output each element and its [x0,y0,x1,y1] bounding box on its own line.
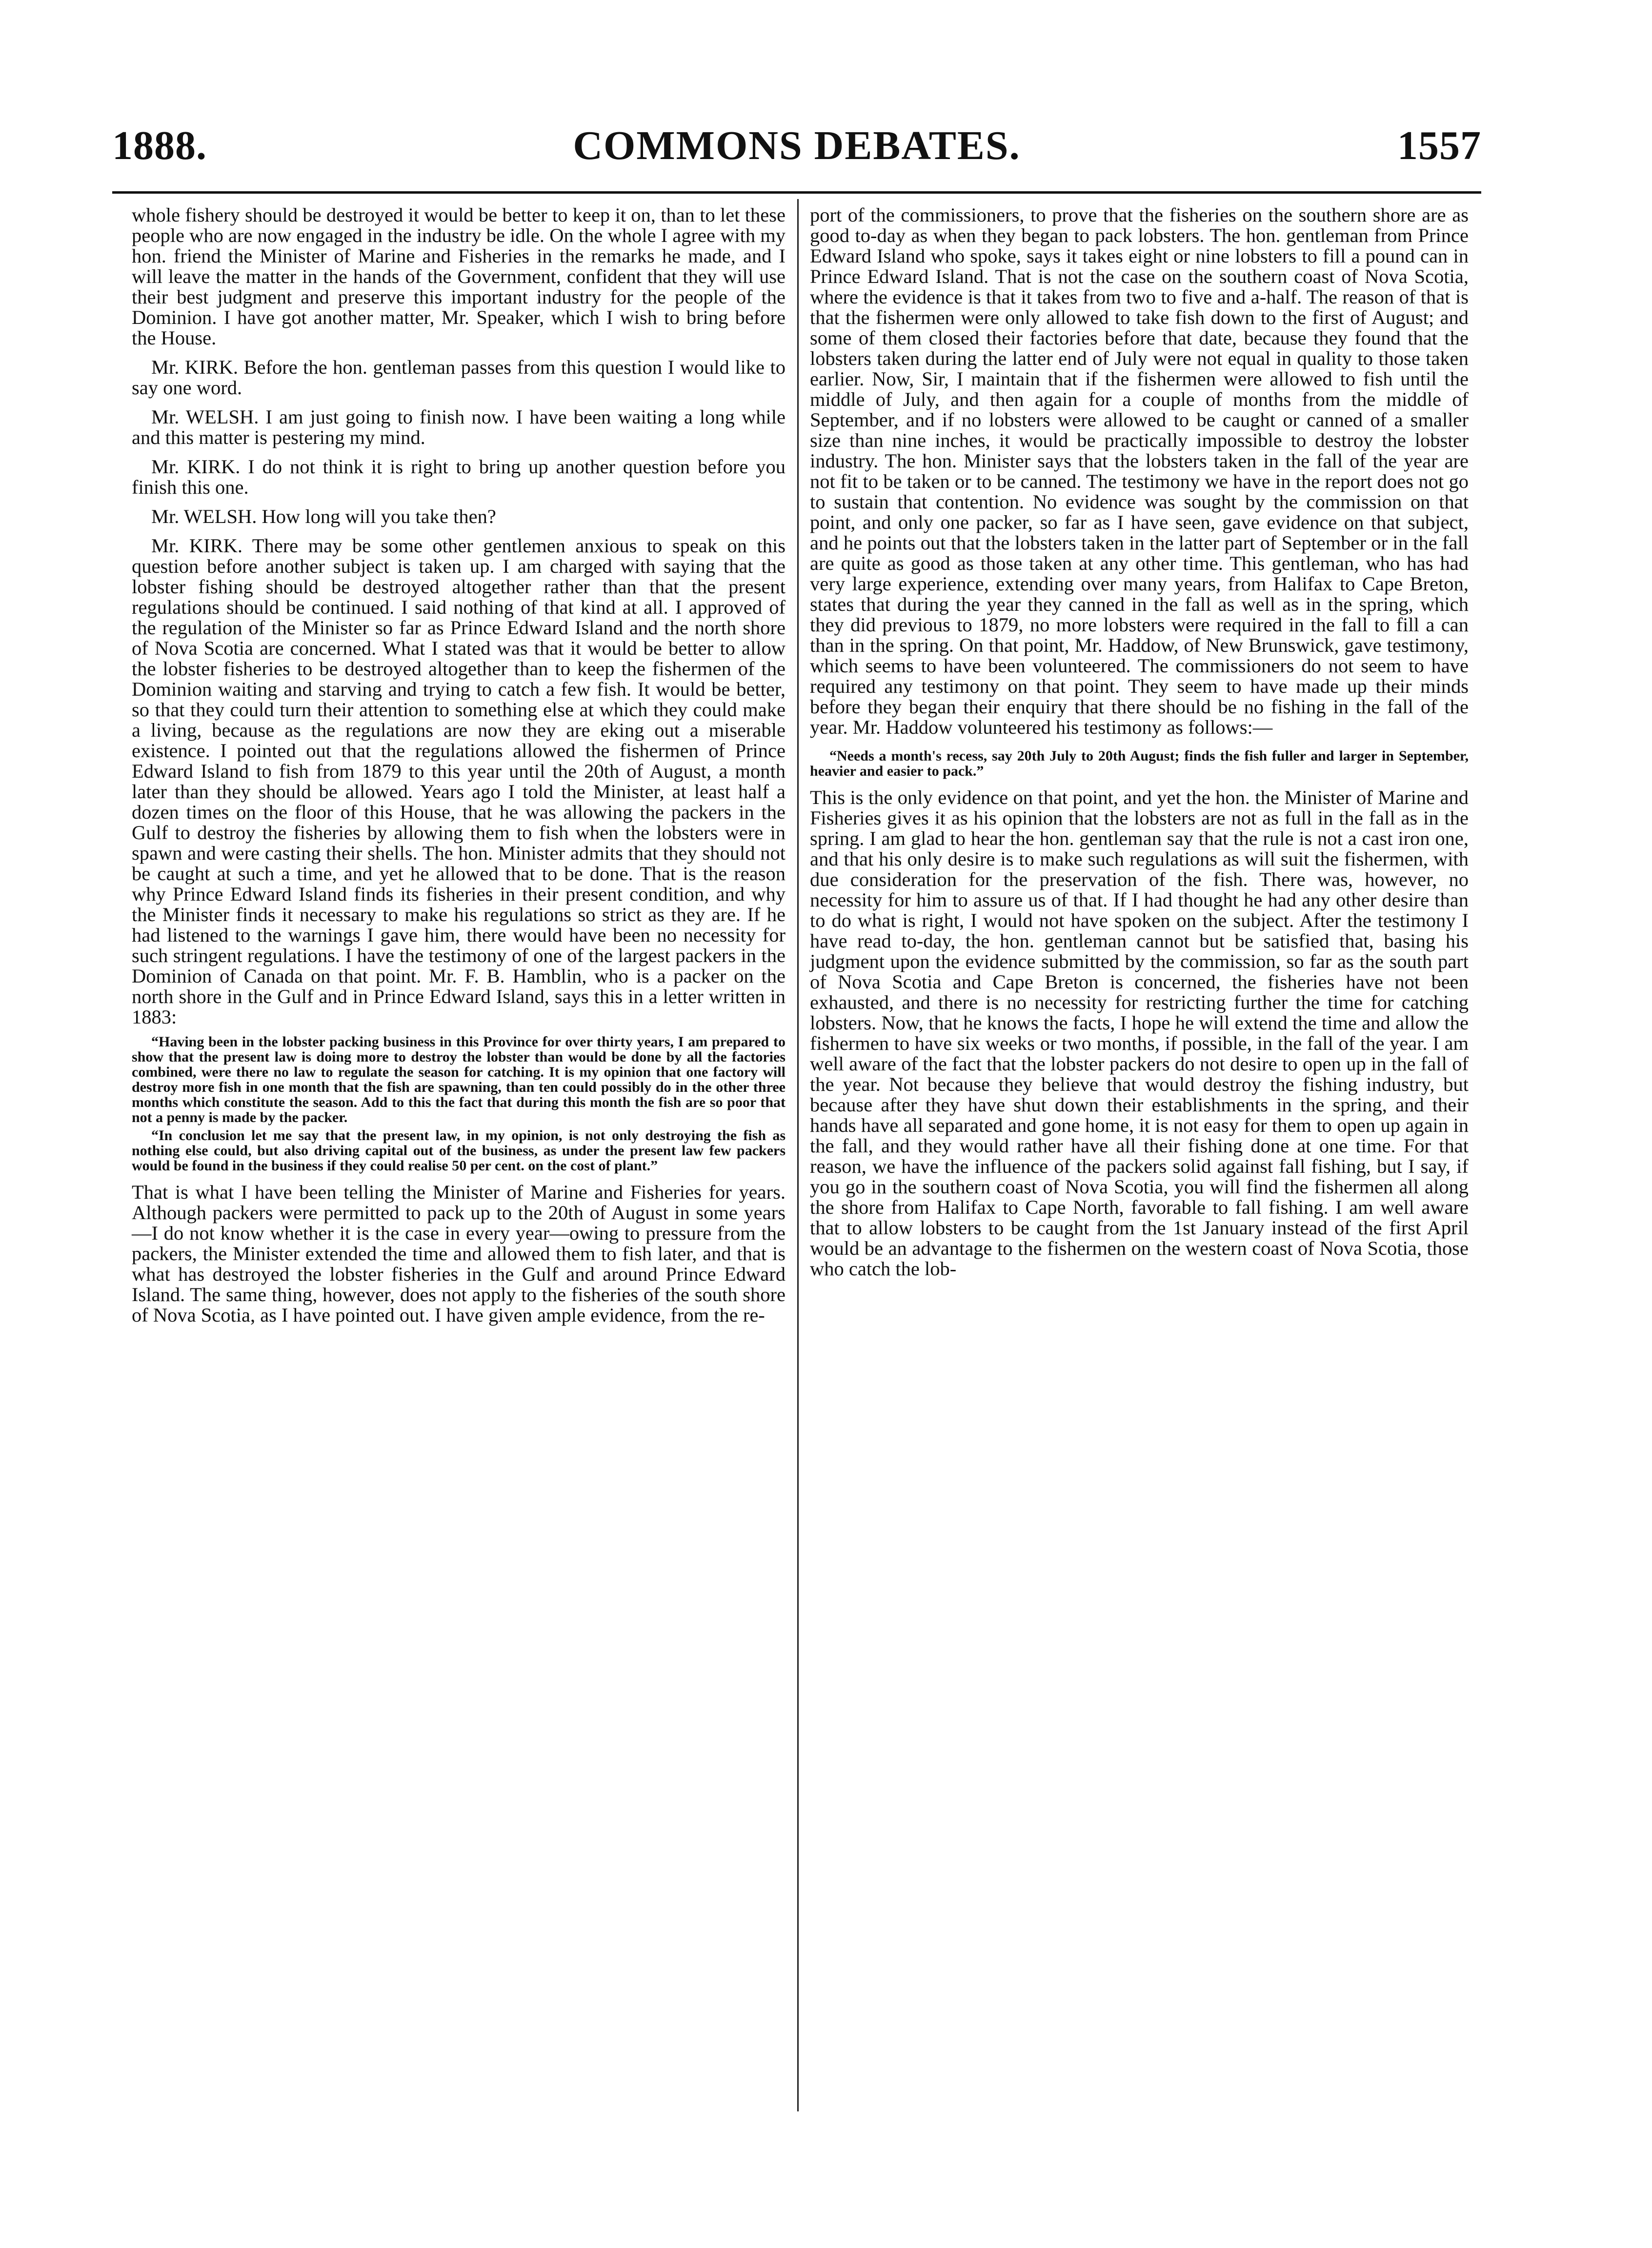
paragraph: Mr. WELSH. How long will you take then? [151,505,496,527]
header-page-number: 1557 [1397,123,1481,168]
column-divider [797,199,799,2111]
paragraph: Mr. KIRK. I do not think it is right to bring up another question before you finish this one. [132,456,786,498]
paragraph: This is the only evidence on that point, and yet the hon. the Minister of Marine and Fisheries gives it as his opinion that the lobsters are not as full in the fall as in the spring. I am glad to hear the hon. gentleman say that the rule is not a cast iron one, and that his only desire is to make such regulations as will suit the fishermen, with due consideration for the preservation of the fish. There was, however, no necessity for him to assure us of that. If I had thought he had any other desire than to do what is right, I would not have spoken on the subject. After the testimony I have read to-day, the hon. gentleman cannot but be satisfied that, basing his judgment upon the evidence submitted by the commission, so far as the south part of Nova Scotia and Cape Breton is concerned, the fisheries have not been exhausted, and there is no necessity for restricting further the time for catching lobsters. Now, that he knows the facts, I hope he will extend the time and allow the fishermen to have six weeks or two months, if possible, in the fall of the year. I am well aware of the fact that the lobster packers do not desire to open up in the fall of the year. Not because they believe that would destroy the fishing industry, but because after they have shut down their establishments in the spring, and their hands have all separated and gone home, it is not easy for them to open up again in the fall, and they would rather have all their fishing done at one time. For that reason, we have the influence of the packers solid against fall fishing, but I say, if you go in the southern coast of Nova Scotia, you will find the fishermen all along the shore from Halifax to Cape North, favorable to fall fishing. I am well aware that to allow lobsters to be caught from the 1st January instead of the first April would be an advantage to the fishermen on the western coast of Nova Scotia, those who catch the lob- [810,786,1469,1280]
block-quote: “Having been in the lobster packing business in this Province for over thirty years, I am prepared to show that the present law is doing more to destroy the lobster than would be done by all the factories combined, were there no law to regulate the season for catching. It is my opinion that one factory will destroy more fish in one month that the fish are spawning, than ten could possibly do in the other three months which constitute the season. Add to this the fact that during this month the fish are so poor that not a penny is made by the packer. [132,1034,786,1125]
paragraph: That is what I have been telling the Minister of Marine and Fisheries for years. Although packers were permitted to pack up to the 20th of August in some years—I do not know whether it is the case in every year—owing to pressure from the packers, the Minister extended the time and allowed them to fish later, and that is what has destroyed the lobster fisheries in the Gulf and around Prince Edward Island. The same thing, however, does not apply to the fisheries of the south shore of Nova Scotia, as I have pointed out. I have given ample evidence, from the re- [132,1181,786,1326]
block-quote: “Needs a month's recess, say 20th July to 20th August; finds the fish fuller and larger in September, heavier and easier to pack.” [810,748,1469,779]
paragraph: whole fishery should be destroyed it would be better to keep it on, than to let these people who are now engaged in the industry be idle. On the whole I agree with my hon. friend the Minister of Marine and Fisheries in the remarks he made, and I will leave the matter in the hands of the Government, confident that they will use their best judgment and preserve this important industry for the people of the Dominion. I have got another matter, Mr. Speaker, which I wish to bring before the House. [132,204,786,349]
header-year: 1888. [112,123,207,168]
left-column [132,205,786,1328]
block-quote: “In conclusion let me say that the present law, in my opinion, is not only destroying the fish as nothing else could, but also driving capital out of the business, as under the present law few packers would be found in the business if they could realise 50 per cent. on the cost of plant.” [132,1127,786,1174]
right-column [810,205,1469,1282]
paragraph: port of the commissioners, to prove that the fisheries on the southern shore are as good to-day as when they began to pack lobsters. The hon. gentleman from Prince Edward Island who spoke, says it takes eight or nine lobsters to fill a pound can in Prince Edward Island. That is not the case on the southern coast of Nova Scotia, where the evidence is that it takes from two to five and a-half. The reason of that is that the fishermen were only allowed to take fish down to the first of August; and some of them closed their factories before that date, because they found that the lobsters taken during the latter end of July were not equal in quality to those taken earlier. Now, Sir, I maintain that if the fishermen were allowed to fish until the middle of July, and then again for a couple of months from the middle of September, and if no lobsters were allowed to be caught or canned of a smaller size than nine inches, it would be practically impossible to destroy the lobster industry. The hon. Minister says that the lobsters taken in the fall of the year are not fit to be taken or to be canned. The testimony we have in the report does not go to sustain that contention. No evidence was sought by the commission on that point, and only one packer, so far as I have seen, gave evidence on that subject, and he points out that the lobsters taken in the latter part of September or in the fall are quite as good as those taken at any other time. This gentleman, who has had very large experience, extending over many years, from Halifax to Cape Breton, states that during the year they canned in the fall as well as in the spring, which they did previous to 1879, no more lobsters were required in the fall to fill a can than in the spring. On that point, Mr. Haddow, of New Brunswick, gave testimony, which seems to have been volunteered. The commissioners do not seem to have required any testimony on that point. They seem to have made up their minds before they began their enquiry that there should be no fishing in the fall of the year. Mr. Haddow volunteered his testimony as follows:— [810,204,1469,738]
paragraph: Mr. KIRK. There may be some other gentlemen anxious to speak on this question before another subject is taken up. I am charged with saying that the lobster fishing should be destroyed altogether rather than that the present regulations should be continued. I said nothing of that kind at all. I approved of the regulation of the Minister so far as Prince Edward Island and the north shore of Nova Scotia are concerned. What I stated was that it would be better to allow the lobster fisheries to be destroyed altogether than to keep the fishermen of the Dominion waiting and starving and trying to catch a few fish. It would be better, so that they could turn their attention to something else at which they could make a living, because as the regulations are now they are eking out a miserable existence. I pointed out that the regulations allowed the fishermen of Prince Edward Island to fish from 1879 to this year until the 20th of August, a month later than they should be allowed. Years ago I told the Minister, at least half a dozen times on the floor of this House, that he was allowing the packers in the Gulf to destroy the fisheries by allowing them to fish when the lobsters were in spawn and were casting their shells. The hon. Minister admits that they should not be caught at such a time, and yet he allowed that to be done. That is the reason why Prince Edward Island finds its fisheries in their present condition, and why the Minister finds it necessary to make his regulations so strict as they are. If he had listened to the warnings I gave him, there would have been no necessity for such stringent regulations. I have the testimony of one of the largest packers in the Dominion of Canada on that point. Mr. F. B. Hamblin, who is a packer on the north shore in the Gulf and in Prince Edward Island, says this in a letter written in 1883: [132,535,786,1028]
header-rule [112,191,1481,194]
paragraph: Mr. WELSH. I am just going to finish now. I have been waiting a long while and this matter is pestering my mind. [132,406,786,448]
header-title: COMMONS DEBATES. [573,123,1021,168]
page-header [112,122,1481,181]
paragraph: Mr. KIRK. Before the hon. gentleman passes from this question I would like to say one word. [132,356,786,399]
